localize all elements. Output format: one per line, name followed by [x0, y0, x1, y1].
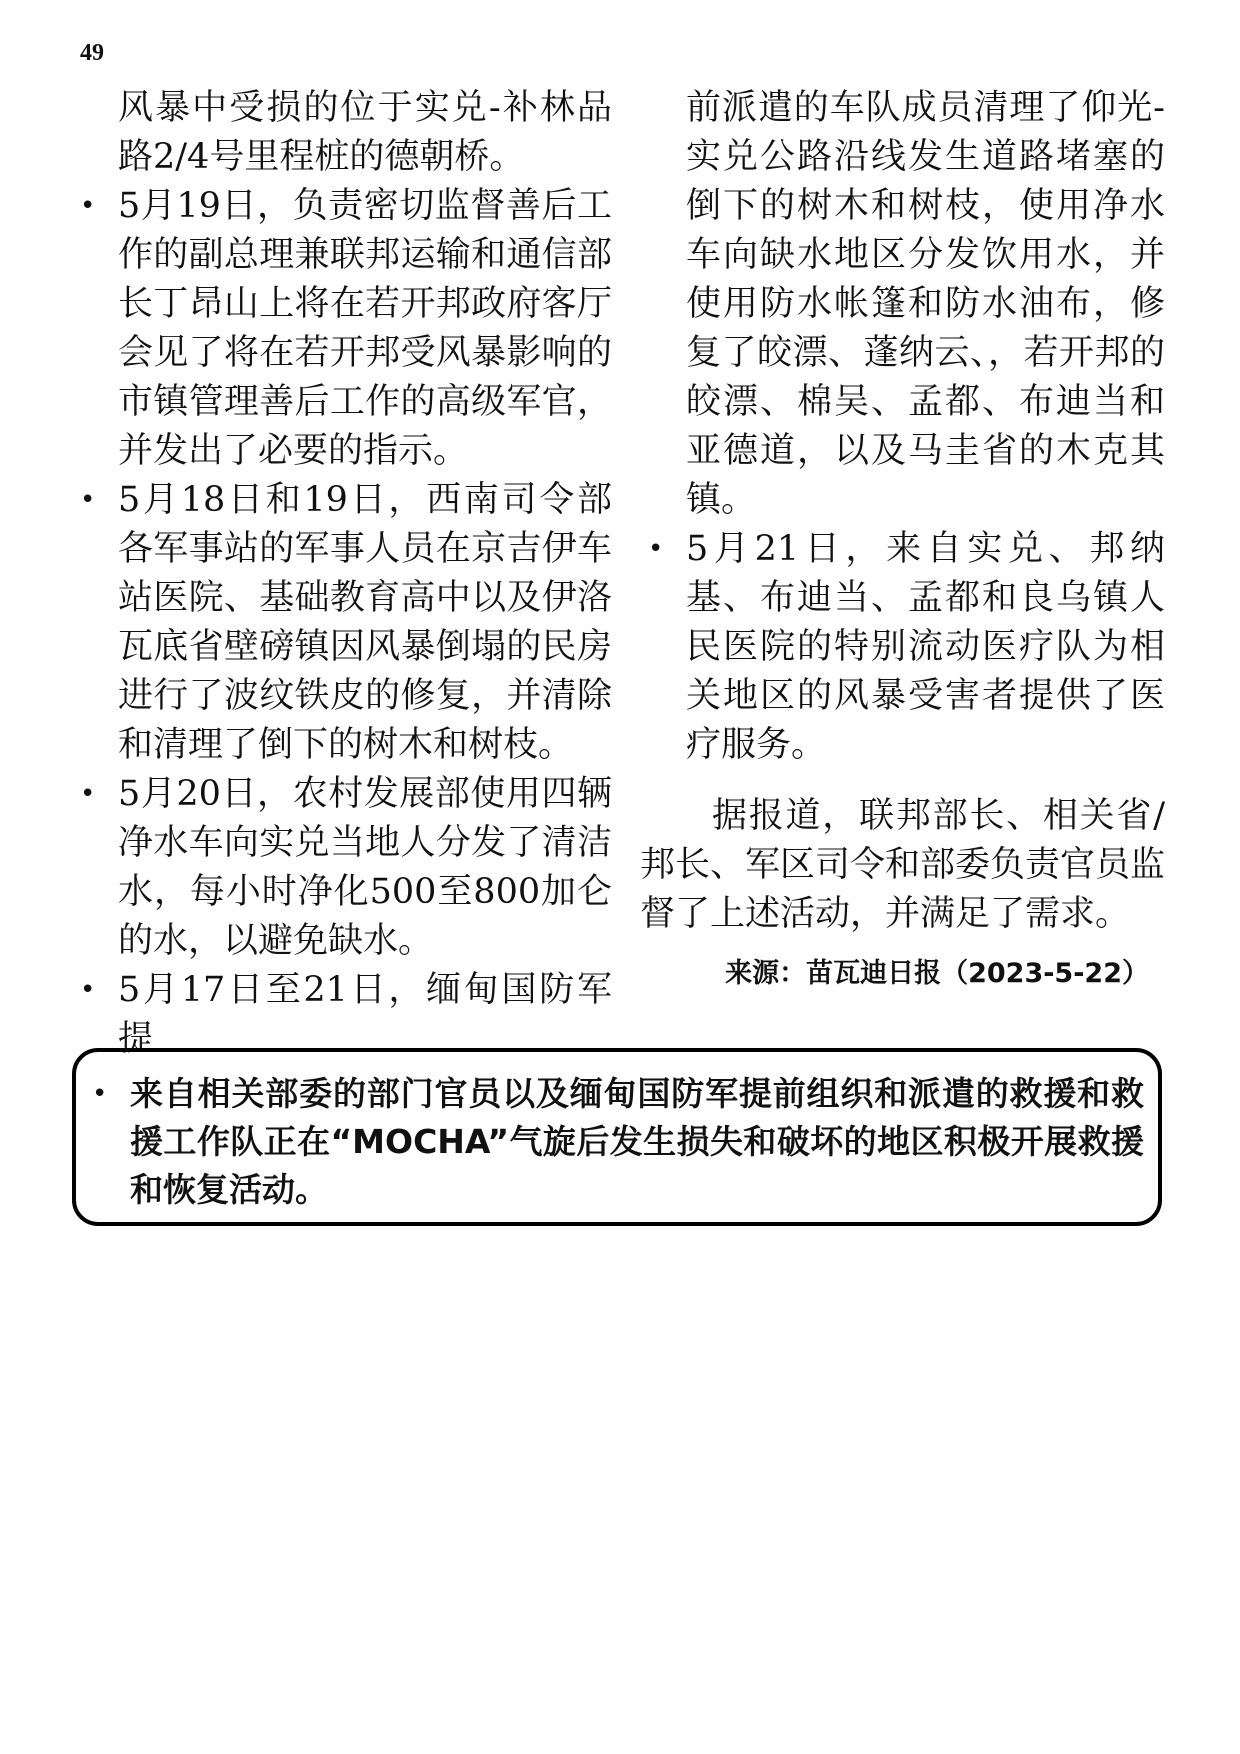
list-item	[72, 476, 612, 770]
list-item-text: 5月19日，负责密切监督善后工作的副总理兼联邦运输和通信部长丁昂山上将在若开邦政府客厅会见了将在若开邦受风暴影响的市镇管理善后工作的高级军官，并发出了必要的指示。	[118, 186, 612, 471]
right-continuation-text: 前派遣的车队成员清理了仰光-实兑公路沿线发生道路堵塞的倒下的树木和树枝，使用净水车向缺水地区分发饮用水，并使用防水帐篷和防水油布，修复了皎漂、蓬纳云、，若开邦的皎漂、棉吴、孟都、布迪当和亚德道，以及马圭省的木克其镇。	[686, 88, 1165, 520]
bullet-icon: •	[80, 975, 96, 1005]
summary-callout-box	[72, 1048, 1162, 1226]
closing-paragraph: 据报道，联邦部长、相关省/邦长、军区司令和部委负责官员监督了上述活动，并满足了需求。	[640, 796, 1166, 934]
list-item	[72, 182, 612, 476]
list-item-text: 5月20日，农村发展部使用四辆净水车向实兑当地人分发了清洁水，每小时净化500至800加仑的水，以避免缺水。	[118, 774, 612, 961]
bullet-icon: •	[80, 485, 96, 515]
list-item-text: 5月21日，来自实兑、邦纳基、布迪当、孟都和良乌镇人民医院的特别流动医疗队为相关地区的风暴受害者提供了医疗服务。	[686, 529, 1165, 765]
callout-text: 来自相关部委的部门官员以及缅甸国防军提前组织和派遣的救援和救援工作队正在“MOCHA”气旋后发生损失和破坏的地区积极开展救援和恢复活动。	[130, 1074, 1144, 1209]
bullet-icon: •	[648, 534, 664, 564]
list-item	[640, 525, 1165, 770]
list-item-text: 5月18日和19日，西南司令部各军事站的军事人员在京吉伊车站医院、基础教育高中以及伊洛瓦底省壁磅镇因风暴倒塌的民房进行了波纹铁皮的修复，并清除和清理了倒下的树木和树枝。	[118, 480, 612, 765]
left-column	[72, 84, 612, 1064]
bullet-icon: •	[80, 191, 96, 221]
list-item-text: 5月17日至21日，缅甸国防军提	[118, 970, 612, 1059]
source-citation: 来源：苗瓦迪日报（2023-5-22）	[725, 958, 1149, 989]
list-item	[72, 770, 612, 966]
left-continuation-text: 风暴中受损的位于实兑-补林品路2/4号里程桩的德朝桥。	[118, 88, 612, 177]
page-number: 49	[80, 40, 104, 66]
right-column	[640, 84, 1165, 990]
bullet-icon: •	[80, 779, 96, 809]
bullet-icon: •	[92, 1079, 108, 1109]
